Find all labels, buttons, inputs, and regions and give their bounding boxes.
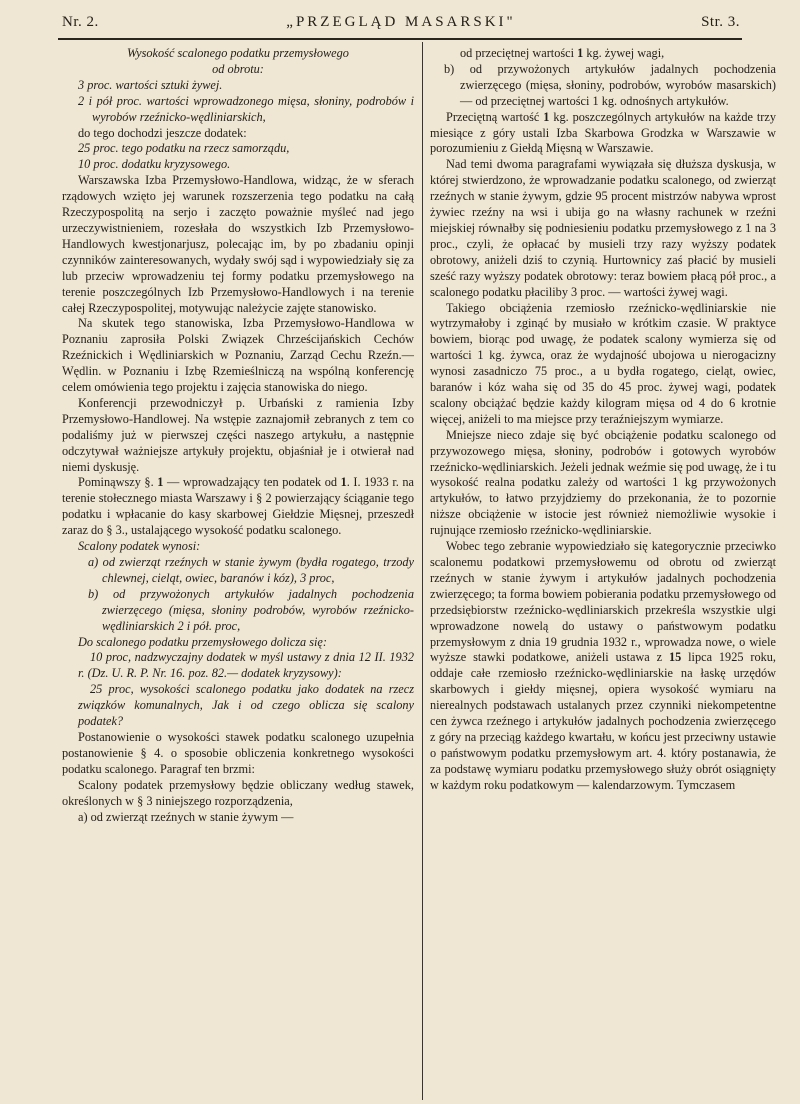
left-column	[62, 46, 414, 1100]
issue-number: Nr. 2.	[62, 14, 99, 30]
tax-item-b: b) od przywożonych artykułów jadalnych pochodzenia zwierzęcego (mięsa, słoniny podrobów, wyrobów rzeźnicko-wędliniarskich 2 i pół. proc,	[88, 586, 414, 633]
rate-line-2: 2 i pół proc. wartości wprowadzonego mięsa, słoniny, podrobów i wyrobów rzeźnicko-wędliniarskich,	[78, 93, 414, 124]
surcharge-intro: do tego dochodzi jeszcze dodatek:	[78, 125, 247, 140]
calculation-item-a: a) od zwierząt rzeźnych w stanie żywym —	[78, 809, 294, 824]
tax-heading: Scalony podatek wynosi:	[78, 539, 201, 554]
paragraph-calculation: Scalony podatek przemysłowy będzie obliczany według stawek, określonych w § 3 niniejszego rozporządzenia,	[62, 777, 414, 808]
tax-item-a: a) od zwierząt rzeźnych w stanie żywym (bydła rogatego, trzody chlewnej, cieląt, owiec, baranów i kóz), 3 proc,	[88, 555, 414, 585]
rate-heading-cont: od obrotu:	[212, 61, 264, 76]
column-divider	[422, 42, 423, 1100]
paragraph-section-4: Postanowienie o wysokości stawek podatku scalonego uzupełnia postanowienie § 4. o sposobie obliczenia konkretnego wysokości podatku scalonego. Paragraf ten brzmi:	[62, 729, 414, 776]
surcharge-2: 10 proc. dodatku kryzysowego.	[78, 157, 231, 172]
paragraph-section-1: Pominąwszy §. 1 — wprowadzający ten podatek od 1. I. 1933 r. na terenie stołecznego miasta Warszawy i § 2 powierzający ściąganie tego podatku i wpłacanie do kasy skarbowej Giełdzie Mięsnej, przeszedł zaraz do § 3., ustalającego wysokość podatku scalonego.	[62, 475, 414, 538]
paragraph-burden: Takiego obciążenia rzemiosło rzeźnicko-wędliniarskie nie wytrzymałoby i zginąć by musiało w krótkim czasie. W praktyce bowiem, biorąc pod uwagę, że podatek scalony wymierza się od wartości 1 kg. żywca, oraz że wydajność ubojowa u nierogacizny wynosi zasadniczo 75 proc., a u bydła rogatego, cieląt, owiec, baranów i kóz waha się od 35 do 45 proc. żywej wagi, podatek scalony obciążać będzie każdy kilogram mięsa od 4 do 6 krotnie więcej, aniżeli to ma miejsce przy teraźniejszym wymiarze.	[430, 300, 776, 426]
tax-addition-heading: Do scalonego podatku przemysłowego dolicza się:	[78, 634, 327, 649]
paragraph-resolution: Wobec tego zebranie wypowiedziało się kategorycznie przeciwko scalonemu podatkowi przemysłowemu od obrotu od zwierząt rzeźnych w stanie żywym i artykułów jadalnych pochodzenia zwierzęcego; ta forma bowiem pobierania podatku przemysłowego od przedsiębiorstw rzeźnicko-wędliniarskich przekreśla wszystkie ulgi wprowadzone nowelą do ustawy o państwowym podatku przemysłowym z dnia 19 grudnia 1932 r., wprowadza nowe, o wiele wyższe stawki podatkowe, aniżeli ustawa z 15 lipca 1925 roku, oddaje całe rzemiosło rzeźnicko-wędliniarskie na łaskę urzędów skarbowych i giełdy mięsnej, opiera wysokość wymiaru na nierealnych podstawach ustalanych przez czynniki niekompetentne cen żywca rzeźnego i artykułów jadalnych pochodzenia zwierzęcego z góry na przeciąg każdego kwartału, w końcu jest przeciwny ustawie o państwowym podatku przemysłowym art. 4. który postanawia, że za podstawę wymiaru podatku przemysłowego służy obrót osiągnięty w każdym roku podatkowym — kalendarzowym. Tymczasem	[430, 539, 776, 792]
rate-heading: Wysokość scalonego podatku przemysłowego	[127, 46, 349, 60]
paragraph-imported-goods: Mniejsze nieco zdaje się być obciążenie podatku scalonego od przywozowego mięsa, słoniny, podrobów i gotowych wyrobów rzeźnicko-wędliniarskich. Jeżeli jednak weźmie się pod uwagę, że i tu wysokość realna podatku zależy od wartości 1 kg przywożonych artykułów, to łatwo przyjdziemy do przekonania, że to pozornie niższe obciążenie w istocie jest również niemożliwie wysokie i rujnujące rzemiosło rzeźnicko-wędliniarskie.	[430, 427, 776, 538]
paragraph-discussion: Nad temi dwoma paragrafami wywiązała się dłuższa dyskusja, w której stwierdzono, że wprowadzanie podatku scalonego, od zwierząt rzeźnych w stanie żywym, gdzie 95 procent mistrzów nabywa wprost żywiec rzeźny na wsi i ubija go na własny rachunek w rzeźni miejskiej równałby się podniesieniu podatku przemysłowego z 1 na 3 proc., czyli, że opłacać by musieli trzy razy wyższy podatek obrotowy, aniżeli dziś to czynią. Hurtownicy zaś płacić by musieli sześć razy wyższy podatek obrotowy: teraz bowiem płacą pół proc., a scalonego podatku płaciliby 3 proc. — wartości żywej wagi.	[430, 157, 776, 299]
paragraph-warsaw-chamber: Warszawska Izba Przemysłowo-Handlowa, widząc, że w sferach rządowych wzięto jej warunek rozszerzenia tego podatku na całą Rzeczypospolitą na serjo i zaczęto poważnie myśleć nad jego urzeczywistnieniem, rozesłała do wszystkich Izb Przemysłowo-Handlowych kwestjonarjusz, polecając im, by po zbadaniu opinji czynników zainteresowanych, wydały swój sąd i wypowiedziały się za lub przeciw wprowadzeniu tej formy podatku przemysłowego na terenie poszczególnych Izb Przemysłowo-Handlowych i na terenie całej Rzeczypospolitej, motywując należycie zajęte stanowisko.	[62, 173, 414, 315]
calculation-item-a-cont: od przeciętnej wartości 1 kg. żywej wagi,	[460, 46, 665, 60]
header-rule	[58, 38, 742, 40]
right-column	[430, 46, 776, 1100]
paragraph-poznan-conference: Na skutek tego stanowiska, Izba Przemysłowo-Handlowa w Poznaniu zaprosiła Polski Związek Chrześcijańskich Cechów Rzeźnickich i Wędliniarskich w Poznaniu, Zarząd Cechu Rzeźn.— Wędlin. w Poznaniu i Izbę Rzemieślniczą na wspólną konferencję celem omówienia tego projektu i zajęcia stanowiska do niego.	[62, 316, 414, 395]
surcharge-1: 25 proc. tego podatku na rzecz samorządu,	[78, 141, 290, 156]
tax-addition-2: 25 proc, wysokości scalonego podatku jako dodatek na rzecz związków komunalnych, Jak i od czego oblicza się scalony podatek?	[78, 682, 414, 729]
page-number: Str. 3.	[701, 14, 740, 30]
publication-title: „PRZEGLĄD MASARSKI"	[286, 14, 516, 30]
rate-line-1: 3 proc. wartości sztuki żywej.	[78, 77, 223, 92]
tax-addition-1: 10 proc, nadzwyczajny dodatek w myśl ustawy z dnia 12 II. 1932 r. (Dz. U. R. P. Nr. 16. poz. 82.— dodatek kryzysowy):	[78, 650, 414, 681]
paragraph-average-value: Przeciętną wartość 1 kg. poszczególnych artykułów na każde trzy miesiące z góry ustali Izba Skarbowa Grodzka w Warszawie w porozumieniu z Giełdą Mięsną w Warszawie.	[430, 109, 776, 156]
paragraph-urbanski: Konferencji przewodniczył p. Urbański z ramienia Izby Przemysłowo-Handlowej. Na wstępie zaznajomił zebranych z tem co podaliśmy już w pierwszej części naszego artykułu, a następnie odczytywał ważniejsze artykuły projektu, objaśniał je i otwierał nad niemi dyskusję.	[62, 395, 414, 474]
calculation-item-b: b) od przywożonych artykułów jadalnych pochodzenia zwierzęcego (mięsa, słoniny, podrobów, wyrobów masarskich) — od przeciętnej wartości 1 kg. odnośnych artykułów.	[444, 61, 776, 108]
page-header	[62, 14, 740, 38]
